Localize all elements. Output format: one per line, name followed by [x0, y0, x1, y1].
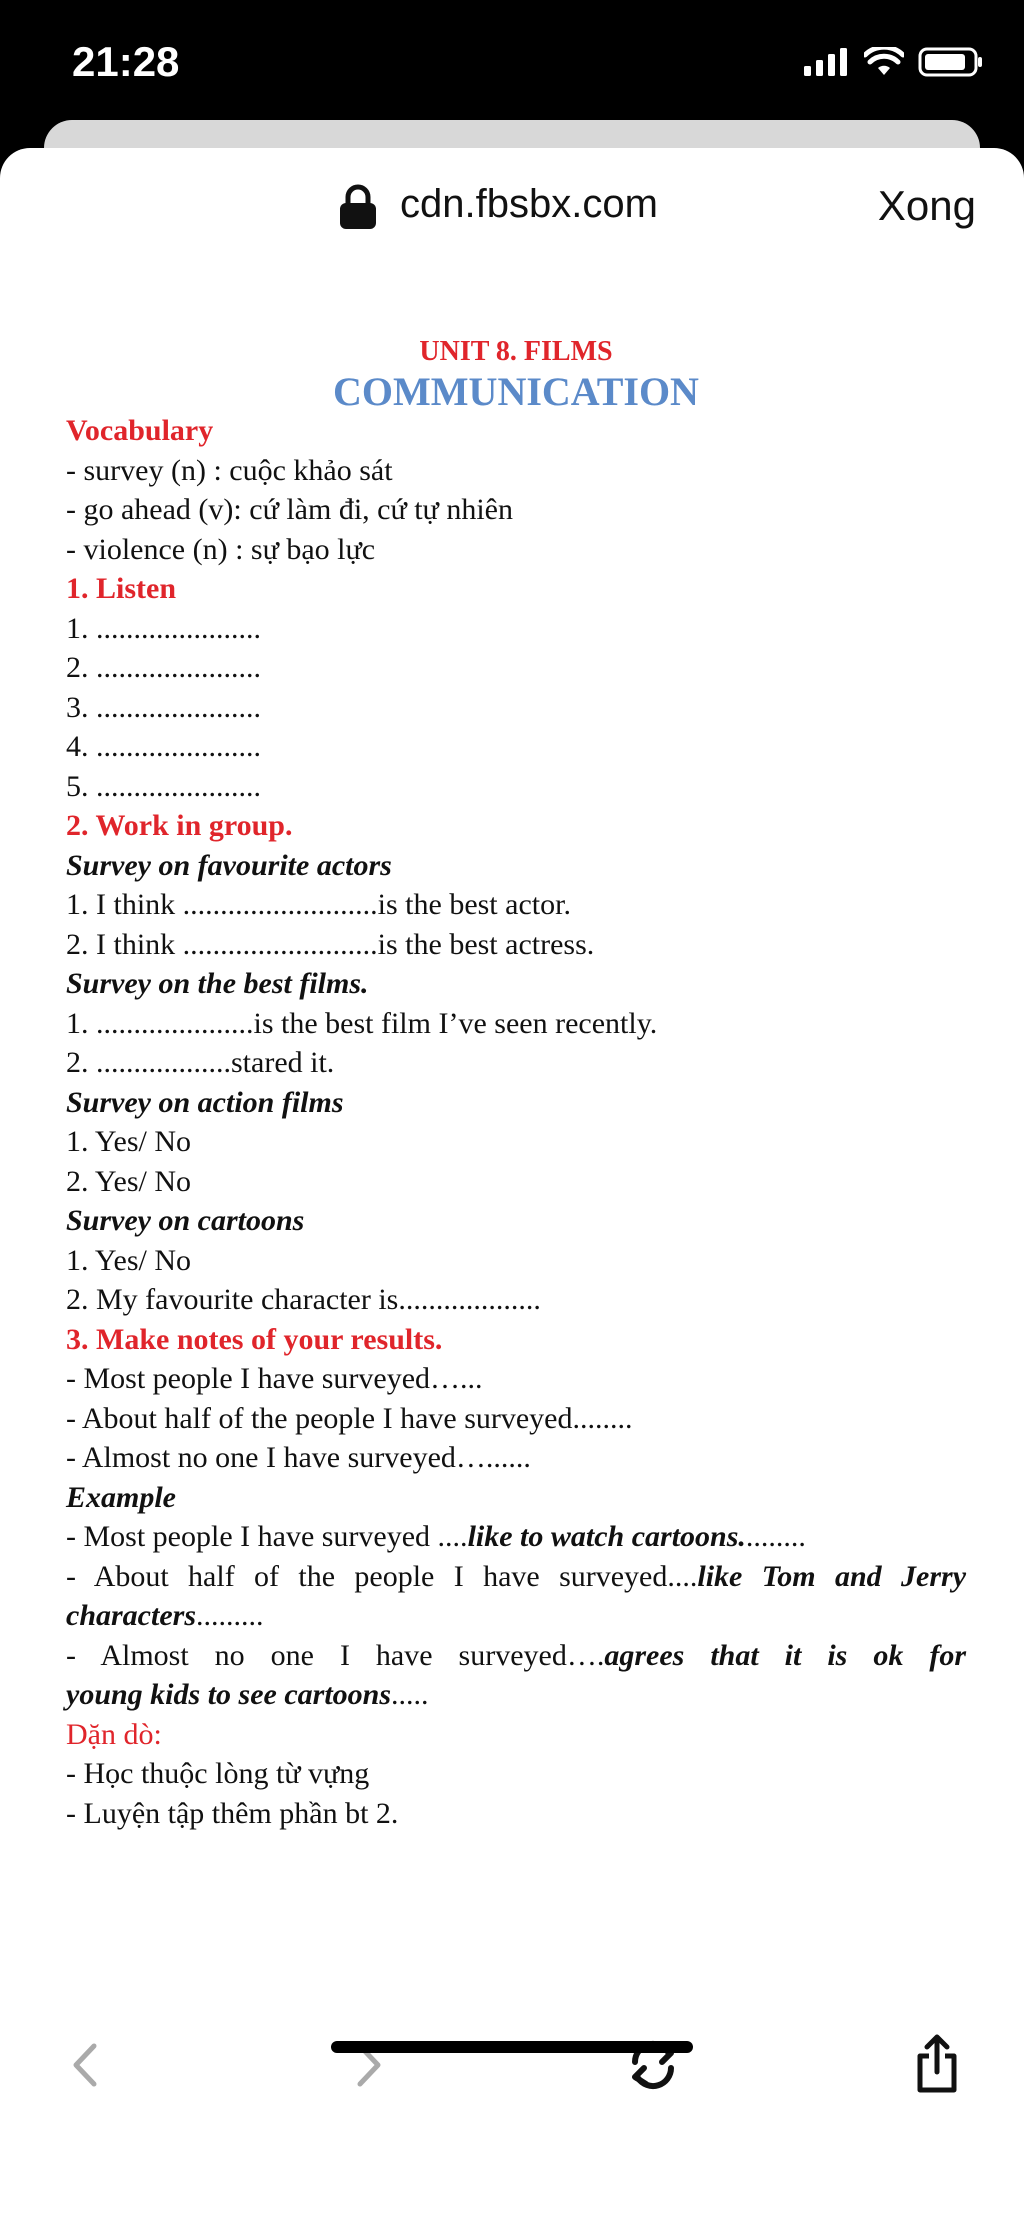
- listen-heading: 1. Listen: [66, 572, 177, 605]
- survey-line: 2. My favourite character is...................: [66, 1283, 541, 1316]
- status-icons: [804, 46, 984, 78]
- vocab-heading: Vocabulary: [66, 414, 214, 447]
- lock-icon: [338, 184, 378, 230]
- listen-item: 4. ......................: [66, 730, 261, 763]
- document: [66, 332, 966, 1833]
- survey-line: 1. .....................is the best film I’ve seen recently.: [66, 1006, 658, 1040]
- example-emphasis: like to watch cartoons.: [467, 1520, 746, 1553]
- example-dots: ........: [745, 1520, 806, 1553]
- example-text: - Most people I have surveyed ....: [66, 1520, 468, 1553]
- status-time: 21:28: [72, 38, 180, 85]
- section-title: COMMUNICATION: [333, 368, 699, 414]
- survey-actors-heading: Survey on favourite actors: [66, 848, 392, 882]
- back-icon[interactable]: [66, 2040, 102, 2090]
- notes-item: - Almost no one I have surveyed…......: [66, 1441, 531, 1474]
- survey-line: 1. Yes/ No: [66, 1243, 192, 1277]
- bottom-toolbar: [0, 2000, 1024, 2217]
- notes-item: - About half of the people I have surveyed........: [66, 1401, 633, 1435]
- example-dots: .........: [196, 1599, 264, 1632]
- example-heading: Example: [66, 1480, 176, 1514]
- example-line: [66, 1517, 966, 1557]
- notes-heading: 3. Make notes of your results.: [66, 1322, 443, 1356]
- listen-item: 1. ......................: [66, 611, 261, 645]
- home-indicator[interactable]: [331, 2041, 693, 2053]
- homework-item: - Học thuộc lòng từ vựng: [66, 1757, 370, 1790]
- survey-line: 2. Yes/ No: [66, 1164, 192, 1198]
- example-line: [66, 1596, 966, 1636]
- survey-action-heading: Survey on action films: [66, 1085, 344, 1119]
- homework-heading: Dặn dò:: [66, 1717, 162, 1751]
- example-text: - Almost no one I have surveyed….: [66, 1638, 605, 1672]
- vocab-item: - go ahead (v): cứ làm đi, cứ tự nhiên: [66, 493, 513, 526]
- example-line: [66, 1636, 966, 1676]
- signal-icon: [804, 48, 850, 76]
- status-bar: [0, 0, 1024, 120]
- survey-cartoons-heading: Survey on cartoons: [66, 1204, 305, 1237]
- listen-item: 3. ......................: [66, 690, 261, 724]
- survey-line: 1. I think ..........................is the best actor.: [66, 888, 571, 921]
- vocab-item: - violence (n) : sự bạo lực: [66, 532, 376, 566]
- notes-item: - Most people I have surveyed…...: [66, 1362, 483, 1395]
- unit-title: UNIT 8. FILMS: [419, 336, 613, 367]
- battery-icon: [918, 46, 984, 78]
- group-heading: 2. Work in group.: [66, 809, 293, 842]
- example-emphasis: agrees that it is ok for: [604, 1638, 966, 1672]
- survey-line: 2. I think ..........................is the best actress.: [66, 927, 595, 961]
- share-icon[interactable]: [914, 2034, 960, 2094]
- done-button[interactable]: Xong: [877, 182, 976, 229]
- browser-sheet: [0, 148, 1024, 2217]
- listen-item: 2. ......................: [66, 651, 261, 684]
- survey-films-heading: Survey on the best films.: [66, 967, 369, 1000]
- url-bar: [0, 148, 1024, 268]
- example-emphasis: like Tom and Jerry: [697, 1559, 967, 1593]
- example-line: [66, 1675, 966, 1715]
- survey-line: 2. ..................stared it.: [66, 1046, 335, 1079]
- example-emphasis: characters: [66, 1599, 196, 1632]
- vocab-item: - survey (n) : cuộc khảo sát: [66, 453, 393, 487]
- listen-item: 5. ......................: [66, 769, 261, 803]
- survey-line: 1. Yes/ No: [66, 1125, 192, 1158]
- example-dots: .....: [391, 1678, 429, 1711]
- example-line: [66, 1557, 966, 1597]
- url-domain[interactable]: cdn.fbsbx.com: [400, 182, 658, 226]
- homework-item: - Luyện tập thêm phần bt 2.: [66, 1796, 399, 1830]
- example-emphasis: young kids to see cartoons: [66, 1678, 392, 1711]
- example-text: - About half of the people I have surveyed....: [66, 1559, 698, 1593]
- wifi-icon: [864, 47, 904, 77]
